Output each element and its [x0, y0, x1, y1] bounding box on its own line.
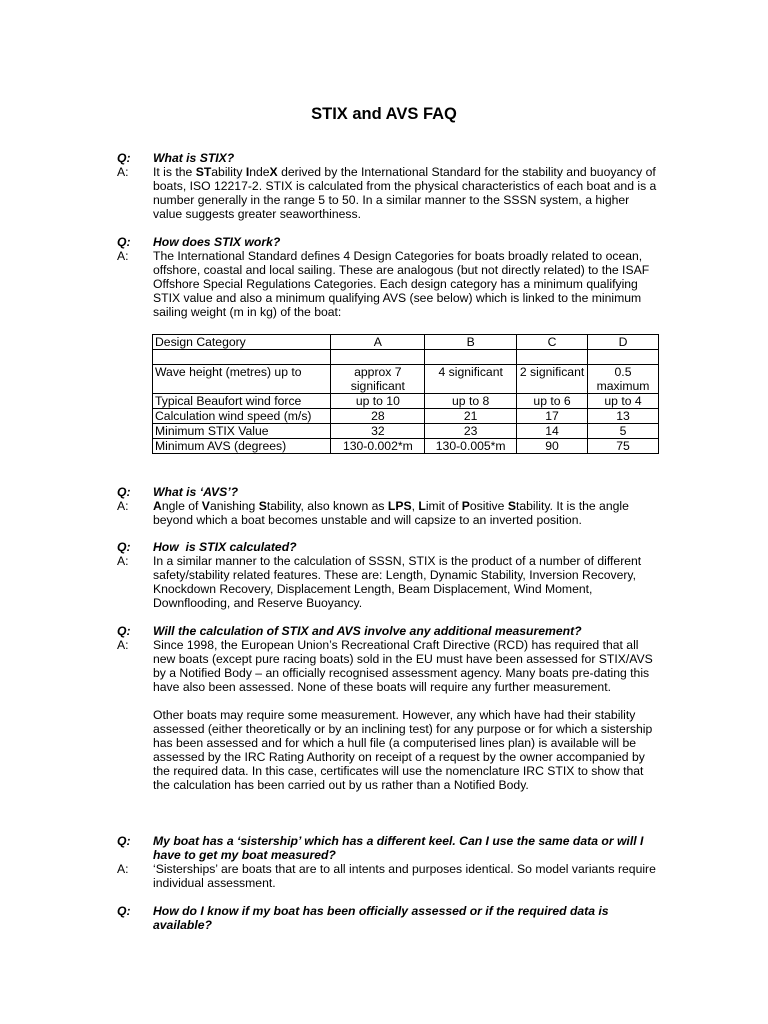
table-cell: Typical Beaufort wind force — [153, 394, 331, 409]
question-text: Will the calculation of STIX and AVS involve any additional measurement? — [153, 624, 582, 638]
table-header-cell: A — [331, 335, 425, 350]
table-cell: up to 4 — [588, 394, 659, 409]
table-cell: 0.5 maximum — [588, 365, 659, 394]
table-cell: 90 — [517, 439, 588, 454]
table-cell: 4 significant — [425, 365, 517, 394]
question-text: What is ‘AVS’? — [153, 485, 239, 499]
table-row — [153, 424, 659, 439]
question-label: Q: — [117, 540, 131, 554]
table-row — [153, 409, 659, 424]
question-text: How is STIX calculated? — [153, 540, 297, 554]
faq-item-sistership — [117, 834, 657, 890]
answer-text-continued: Other boats may require some measurement. However, any which have had their stability assessed (either theoretically or by an inclining test) for any purpose or for which a sistership has been assessed and for which a hull file (a computerised lines plan) is available will be assessed by the IRC Rating Authority on receipt of a request by the owner accompanied by the required data. In this case, certificates will use the nomenclature IRC STIX to show that the calculation has been carried out by us rather than a Notified Body. — [153, 708, 653, 792]
table-cell: 28 — [331, 409, 425, 424]
table-cell: up to 8 — [425, 394, 517, 409]
question-label: Q: — [117, 904, 131, 918]
table-cell: 32 — [331, 424, 425, 439]
table-row — [153, 439, 659, 454]
question-label: Q: — [117, 151, 131, 165]
faq-item-additional-measurement — [117, 624, 657, 792]
table-header-cell: B — [425, 335, 517, 350]
faq-item-what-is-avs — [117, 485, 657, 527]
table-cell: 13 — [588, 409, 659, 424]
question-text: What is STIX? — [153, 151, 235, 165]
faq-item-how-is-stix-calculated — [117, 540, 657, 610]
faq-item-officially-assessed — [117, 904, 657, 932]
table-cell: up to 10 — [331, 394, 425, 409]
table-cell: 2 significant — [517, 365, 588, 394]
table-cell: approx 7 significant — [331, 365, 425, 394]
table-header-cell: C — [517, 335, 588, 350]
table-cell: 14 — [517, 424, 588, 439]
table-cell: Minimum STIX Value — [153, 424, 331, 439]
question-label: Q: — [117, 485, 131, 499]
table-cell: 21 — [425, 409, 517, 424]
answer-text: ‘Sisterships’ are boats that are to all intents and purposes identical. So model variants require individual assessment. — [153, 862, 656, 890]
design-category-table — [152, 334, 659, 454]
faq-item-how-does-stix-work — [117, 235, 657, 319]
table-header-row — [153, 335, 659, 350]
table-spacer-row — [153, 350, 659, 365]
table-header-cell: Design Category — [153, 335, 331, 350]
answer-label: A: — [117, 165, 129, 179]
question-text: How do I know if my boat has been officially assessed or if the required data is available? — [153, 904, 609, 932]
table-cell: 23 — [425, 424, 517, 439]
question-text: My boat has a ‘sistership’ which has a different keel. Can I use the same data or will I have to get my boat measured? — [153, 834, 644, 862]
question-label: Q: — [117, 834, 131, 848]
answer-label: A: — [117, 862, 129, 876]
table-row — [153, 365, 659, 394]
answer-text: It is the STability IndeX derived by the International Standard for the stability and buoyancy of boats, ISO 12217-2. STIX is calculated from the physical characteristics of each boat and is a number generally in the range 5 to 50. In a similar manner to the SSSN system, a higher value suggests greater seaworthiness. — [153, 165, 657, 221]
answer-text: The International Standard defines 4 Design Categories for boats broadly related to ocean, offshore, coastal and local sailing. These are analogous (but not directly related) to the ISAF Offshore Special Regulations Categories. Each design category has a minimum qualifying STIX value and also a minimum qualifying AVS (see below) which is linked to the minimum sailing weight (m in kg) of the boat: — [153, 249, 650, 319]
table-cell: 75 — [588, 439, 659, 454]
answer-text: Since 1998, the European Union’s Recreational Craft Directive (RCD) has required that all new boats (except pure racing boats) sold in the EU must have been assessed for STIX/AVS by a Notified Body – an officially recognised assessment agency. Many boats pre-dating this have also been assessed. None of these boats will require any further measurement. — [153, 638, 653, 694]
table-cell: Minimum AVS (degrees) — [153, 439, 331, 454]
question-text: How does STIX work? — [153, 235, 281, 249]
question-label: Q: — [117, 235, 131, 249]
table-cell: 5 — [588, 424, 659, 439]
table-cell: 130-0.005*m — [425, 439, 517, 454]
table-cell: 17 — [517, 409, 588, 424]
answer-text: Angle of Vanishing Stability, also known as LPS, Limit of Positive Stability. It is the angle beyond which a boat becomes unstable and will capsize to an inverted position. — [153, 499, 629, 527]
question-label: Q: — [117, 624, 131, 638]
answer-label: A: — [117, 554, 129, 568]
table-cell: 130-0.002*m — [331, 439, 425, 454]
table-cell: Calculation wind speed (m/s) — [153, 409, 331, 424]
answer-text: In a similar manner to the calculation of SSSN, STIX is the product of a number of different safety/stability related features. These are: Length, Dynamic Stability, Inversion Recovery, Knockdown Recovery, Displacement Length, Beam Displacement, Wind Moment, Downflooding, and Reserve Buoyancy. — [153, 554, 642, 610]
table-cell: up to 6 — [517, 394, 588, 409]
table-header-cell: D — [588, 335, 659, 350]
faq-item-what-is-stix — [117, 151, 657, 221]
answer-label: A: — [117, 638, 129, 652]
answer-label: A: — [117, 499, 129, 513]
table-cell: Wave height (metres) up to — [153, 365, 331, 394]
answer-label: A: — [117, 249, 129, 263]
page-title: STIX and AVS FAQ — [311, 105, 457, 123]
table-row — [153, 394, 659, 409]
